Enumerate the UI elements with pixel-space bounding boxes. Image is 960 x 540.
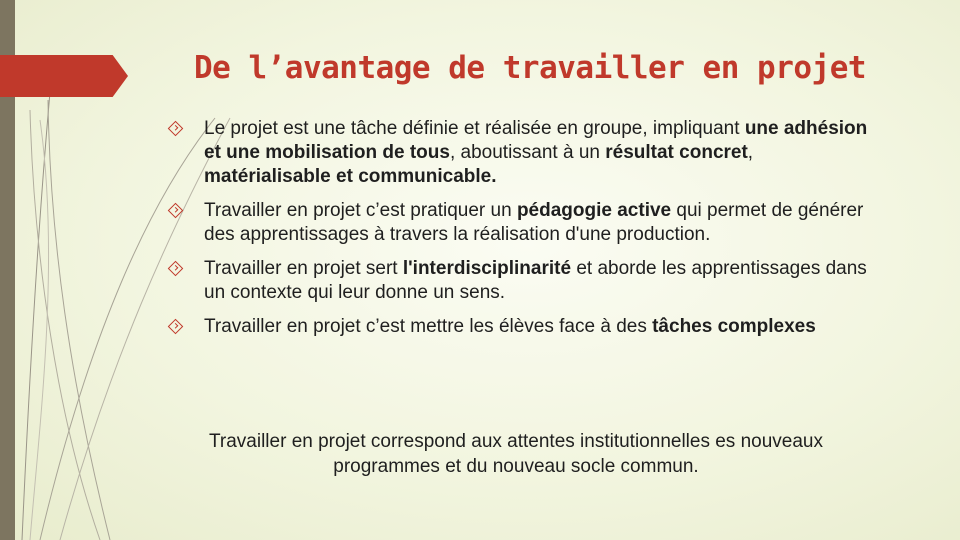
- bullet-1-bold-3: matérialisable et communicable.: [204, 166, 497, 187]
- bullet-item-1: [184, 117, 874, 189]
- bullet-1-text-3: ,: [747, 142, 754, 163]
- diamond-bullet-icon: [168, 261, 184, 277]
- bullet-2-text-1: Travailler en projet c’est pratiquer un: [204, 200, 517, 221]
- bullet-1-text-1: Le projet est une tâche définie et réalisée en groupe, impliquant: [204, 118, 745, 139]
- diamond-bullet-icon: [168, 203, 184, 219]
- bullet-2-text-2: qui permet de générer des apprentissages à travers la réalisation d'une production.: [204, 200, 864, 245]
- bullet-item-2: [184, 199, 874, 247]
- title-arrow-shape: [0, 55, 128, 97]
- bullet-1-bold-2: résultat concret: [605, 142, 748, 163]
- conclusion-text: Travailler en projet correspond aux attentes institutionnelles es nouveaux programmes et du nouveau socle commun.: [209, 431, 823, 477]
- bullet-2-bold-1: pédagogie active: [516, 200, 672, 221]
- bullet-1-text-2: , aboutissant à un: [449, 142, 606, 163]
- bullet-4-text-1: Travailler en projet c’est mettre les élèves face à des: [204, 316, 653, 337]
- bullet-list: [184, 117, 874, 349]
- bullet-3-text-2: et aborde les apprentissages dans un contexte qui leur donne un sens.: [204, 258, 867, 303]
- diamond-bullet-icon: [168, 121, 184, 137]
- bullet-4-bold-1: tâches complexes: [652, 316, 816, 337]
- bullet-item-4: [184, 315, 874, 339]
- slide-title: De l’avantage de travailler en projet: [193, 50, 867, 86]
- bullet-3-bold-1: l'interdisciplinarité: [402, 258, 572, 279]
- diamond-bullet-icon: [168, 319, 184, 335]
- bullet-3-text-1: Travailler en projet sert: [204, 258, 403, 279]
- bullet-1-bold-1: une adhésion et une mobilisation de tous: [204, 118, 868, 163]
- bullet-item-3: [184, 257, 874, 305]
